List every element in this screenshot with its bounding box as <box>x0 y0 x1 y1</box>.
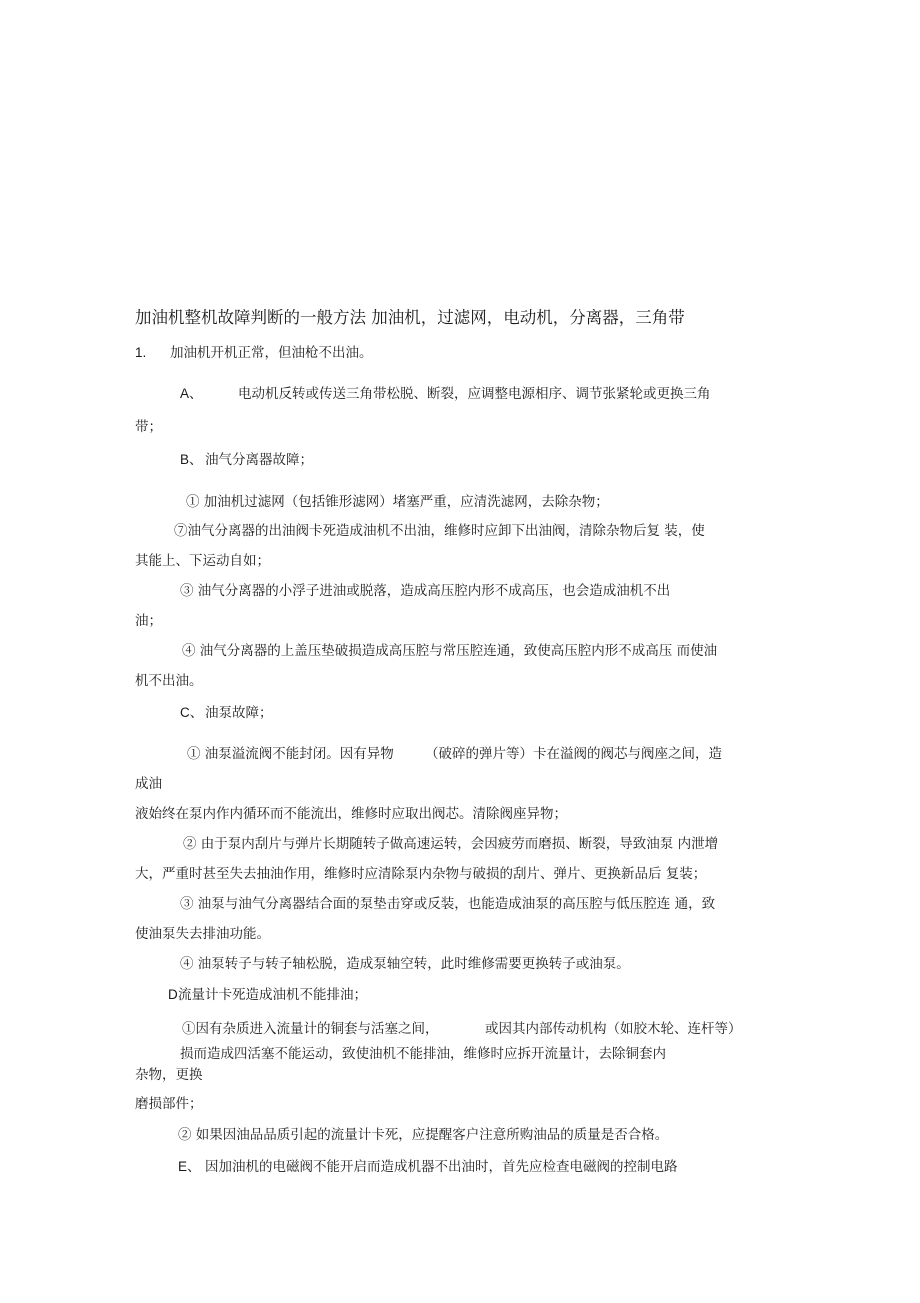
item-d-text: 流量计卡死造成油机不能排油； <box>178 987 367 1003</box>
item-b4: ④ 油气分离器的上盖压垫破损造成高压腔与常压腔连通，致使高压腔内形不成高压 而使油 <box>182 643 718 659</box>
section-1-text: 加油机开机正常，但油枪不出油。 <box>170 345 373 361</box>
item-d1-part2: 或因其内部传动机构（如胶木轮、连杆等） <box>485 1021 742 1037</box>
item-a-text: 电动机反转或传送三角带松脱、断裂，应调整电源相序、调节张紧轮或更换三角 <box>238 386 711 402</box>
item-a-label: A、 <box>180 386 203 401</box>
item-b3: ③ 油气分离器的小浮子进油或脱落，造成高压腔内形不成高压，也会造成油机不出 <box>180 583 671 599</box>
item-e-text: 因加油机的电磁阀不能开启而造成机器不出油时，首先应检查电磁阀的控制电路 <box>205 1159 678 1175</box>
item-c1-part1: ① 油泵溢流阀不能封闭。因有异物 <box>187 746 394 762</box>
item-b1: ① 加油机过滤网（包括锥形滤网）堵塞严重，应清洗滤网，去除杂物； <box>186 494 609 510</box>
item-e-label: E、 <box>178 1159 201 1174</box>
item-b2: ⑦油气分离器的出油阀卡死造成油机不出油，维修时应卸下出油阀，清除杂物后复 装，使 <box>174 523 705 539</box>
item-b4-continuation: 机不出油。 <box>135 673 203 689</box>
item-b2-continuation: 其能上、下运动自如； <box>135 553 270 569</box>
item-c-label: C、 <box>180 705 204 720</box>
document-title: 加油机整机故障判断的一般方法 加油机，过滤网，电动机，分离器，三角带 <box>135 308 685 327</box>
item-c2: ② 由于泵内刮片与弹片长期随转子做高速运转，会因疲劳而磨损、断裂，导致油泵 内泄增 <box>183 836 719 852</box>
item-d2: ② 如果因油品品质引起的流量计卡死，应提醒客户注意所购油品的质量是否合格。 <box>178 1127 669 1143</box>
item-d1-continuation-2: 杂物，更换 <box>135 1067 203 1083</box>
item-b3-continuation: 油； <box>135 613 162 629</box>
item-a-continuation: 带； <box>135 419 162 435</box>
item-c4: ④ 油泵转子与转子轴松脱，造成泵轴空转，此时维修需要更换转子或油泵。 <box>180 956 630 972</box>
section-1-number: 1. <box>135 345 147 360</box>
item-c1-continuation: 成油 <box>135 776 162 792</box>
item-c1-part2: （破碎的弹片等）卡在溢阀的阀芯与阀座之间，造 <box>425 746 722 762</box>
item-b-label: B、 <box>180 452 203 467</box>
item-d1-part1: ①因有杂质进入流量计的铜套与活塞之间， <box>182 1021 439 1037</box>
item-c-text: 油泵故障； <box>205 705 273 721</box>
item-d-label: D <box>168 987 178 1002</box>
item-c3: ③ 油泵与油气分离器结合面的泵垫击穿或反装，也能造成油泵的高压腔与低压腔连 通，致 <box>180 896 716 912</box>
item-b-text: 油气分离器故障； <box>205 452 313 468</box>
item-d1-continuation: 损而造成四活塞不能运动，致使油机不能排油，维修时应拆开流量计，去除铜套内 <box>180 1046 666 1062</box>
item-c3-continuation: 使油泵失去排油功能。 <box>135 926 270 942</box>
item-c1-continuation-2: 液始终在泵内作内循环而不能流出，维修时应取出阀芯。清除阀座异物； <box>135 806 567 822</box>
item-d1-continuation-3: 磨损部件； <box>135 1096 203 1112</box>
item-c2-continuation: 大，严重时甚至失去抽油作用，维修时应清除泵内杂物与破损的刮片、弹片、更换新品后 复装； <box>135 866 707 882</box>
